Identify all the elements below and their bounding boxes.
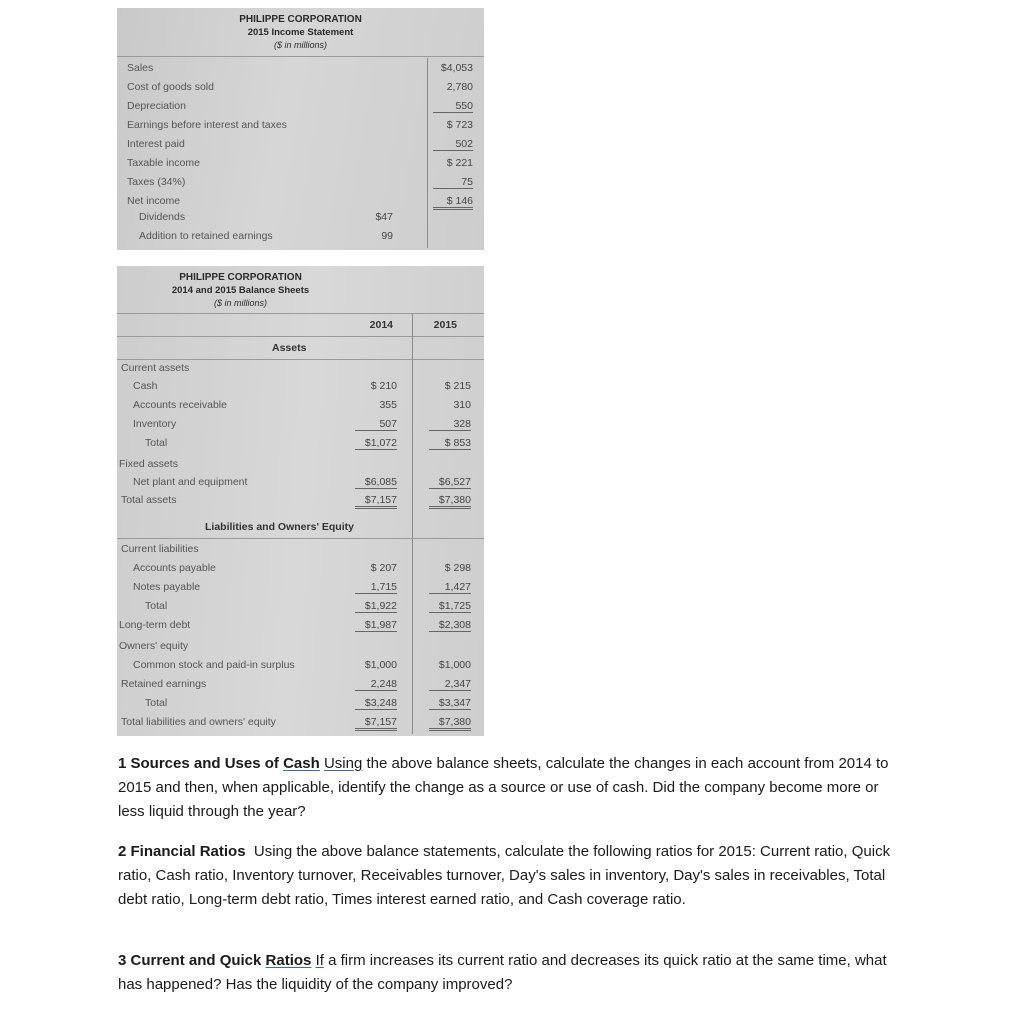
balance-row-label: Long-term debt: [119, 619, 191, 631]
balance-row-2015-value: $1,725: [429, 600, 471, 613]
balance-row-2014-value: 2,248: [355, 678, 397, 691]
q1-title: Sources and Uses of: [130, 755, 279, 772]
assets-heading: Assets: [272, 342, 307, 354]
divider: [117, 56, 484, 57]
divider: [412, 314, 413, 734]
income-row-label: Interest paid: [127, 138, 185, 150]
q2-title: Financial Ratios: [130, 843, 246, 860]
balance-row-label: Current assets: [121, 362, 190, 374]
balance-row-2015-value: $1,000: [438, 659, 471, 671]
balance-row-2015-value: 1,427: [429, 581, 471, 594]
balance-row-2015-value: 310: [453, 399, 471, 411]
income-row-value: 2,780: [446, 81, 473, 93]
divider: [117, 538, 484, 539]
q3-text: a firm increases its current ratio and decreases its quick ratio at the same time, what has happened? Has the liquidity of the company improved?: [118, 952, 887, 993]
q3-number: 3: [118, 952, 127, 969]
balance-row-2015-value: 2,347: [429, 678, 471, 691]
divider: [427, 58, 428, 248]
balance-row-2014-value: $1,000: [364, 659, 397, 671]
balance-row-label: Accounts payable: [133, 562, 216, 574]
balance-row-2014-value: $7,157: [355, 716, 397, 731]
income-row-label: Cost of goods sold: [127, 81, 214, 93]
balance-row-label: Inventory: [133, 418, 177, 430]
balance-row-2015-value: $ 298: [444, 562, 471, 574]
q3-ratios-link[interactable]: Ratios: [265, 952, 312, 969]
q2-number: 2: [118, 843, 127, 860]
income-row-label: Taxable income: [127, 157, 200, 169]
balance-subtitle: 2014 and 2015 Balance Sheets: [171, 285, 310, 296]
income-subtitle: 2015 Income Statement: [247, 27, 354, 38]
balance-row-label: Total: [145, 697, 168, 709]
col-2015: 2015: [433, 319, 457, 331]
q3-title: Current and Quick: [130, 952, 262, 969]
col-2014: 2014: [369, 319, 393, 331]
balance-company: PHILIPPE CORPORATION: [179, 272, 302, 283]
income-row-value: $ 146: [433, 195, 473, 210]
income-row-label: Taxes (34%): [127, 176, 186, 188]
balance-row-2015-value: $7,380: [429, 716, 471, 731]
income-statement-image: [117, 8, 484, 250]
balance-row-2015-value: $ 853: [429, 437, 471, 450]
balance-row-label: Notes payable: [133, 581, 201, 593]
income-row-value: $ 723: [446, 119, 473, 131]
balance-row-2014-value: $1,072: [355, 437, 397, 450]
balance-row-2014-value: $7,157: [355, 494, 397, 509]
balance-row-2015-value: 328: [429, 418, 471, 431]
retained-label: Addition to retained earnings: [139, 230, 273, 242]
liabilities-heading: Liabilities and Owners' Equity: [205, 521, 354, 533]
q2-text: Using the above balance statements, calculate the following ratios for 2015: Current ratio, Quick ratio, Cash ratio, Inventory turnover, Receivables turnover, Day's sales in inventory, Day's sales in receivables, Total debt ratio, Long-term debt ratio, Times interest earned ratio, and Cash coverage ratio.: [118, 843, 891, 908]
balance-row-2015-value: $7,380: [429, 494, 471, 509]
q1-using-link[interactable]: Using: [323, 755, 363, 772]
balance-row-label: Total: [145, 437, 168, 449]
income-row-label: Earnings before interest and taxes: [127, 119, 287, 131]
balance-row-label: Accounts receivable: [133, 399, 227, 411]
balance-row-2014-value: $6,085: [355, 476, 397, 489]
balance-row-label: Fixed assets: [119, 458, 178, 470]
balance-row-2014-value: $3,248: [355, 697, 397, 710]
dividends-value: $47: [375, 211, 393, 223]
income-row-value: 75: [433, 176, 473, 189]
income-row-value: $4,053: [440, 62, 473, 74]
retained-value: 99: [381, 230, 393, 242]
divider: [117, 359, 484, 360]
q1-text: the above balance sheets, calculate the changes in each account from 2014 to 2015 and then, when applicable, identify the change as a source or use of cash. Did the company become more or less liquid through the year?: [118, 755, 889, 820]
income-company: PHILIPPE CORPORATION: [239, 14, 362, 25]
q1-cash-link[interactable]: Cash: [283, 755, 320, 772]
balance-row-2014-value: $1,987: [355, 619, 397, 632]
dividends-label: Dividends: [139, 211, 186, 223]
question-1: [118, 752, 908, 824]
balance-row-2014-value: 355: [379, 399, 397, 411]
balance-row-2014-value: $ 207: [370, 562, 397, 574]
q1-number: 1: [118, 755, 127, 772]
balance-row-2014-value: 507: [355, 418, 397, 431]
balance-row-label: Cash: [133, 380, 158, 392]
divider: [117, 313, 484, 314]
balance-row-label: Total liabilities and owners' equity: [121, 716, 276, 728]
income-row-value: 550: [433, 100, 473, 113]
balance-sheet-image: [117, 266, 484, 736]
divider: [117, 336, 484, 337]
balance-row-label: Common stock and paid-in surplus: [133, 659, 295, 671]
balance-row-2015-value: $6,527: [429, 476, 471, 489]
balance-units: ($ in millions): [213, 298, 267, 308]
income-row-label: Net income: [127, 195, 181, 207]
balance-row-2015-value: $ 215: [444, 380, 471, 392]
income-row-value: 502: [433, 138, 473, 151]
question-2: [118, 840, 908, 912]
balance-row-2014-value: 1,715: [355, 581, 397, 594]
balance-row-2014-value: $1,922: [355, 600, 397, 613]
balance-row-2014-value: $ 210: [370, 380, 397, 392]
balance-row-label: Net plant and equipment: [133, 476, 248, 488]
income-units: ($ in millions): [273, 40, 327, 50]
balance-row-2015-value: $2,308: [429, 619, 471, 632]
balance-row-label: Total: [145, 600, 168, 612]
question-3: [118, 949, 908, 997]
q3-if-link[interactable]: If: [315, 952, 324, 969]
income-row-label: Depreciation: [127, 100, 186, 112]
balance-row-2015-value: $3,347: [429, 697, 471, 710]
balance-row-label: Total assets: [121, 494, 177, 506]
balance-row-label: Retained earnings: [121, 678, 207, 690]
balance-row-label: Owners' equity: [119, 640, 189, 652]
income-row-label: Sales: [127, 62, 154, 74]
income-row-value: $ 221: [446, 157, 473, 169]
balance-row-label: Current liabilities: [121, 543, 199, 555]
